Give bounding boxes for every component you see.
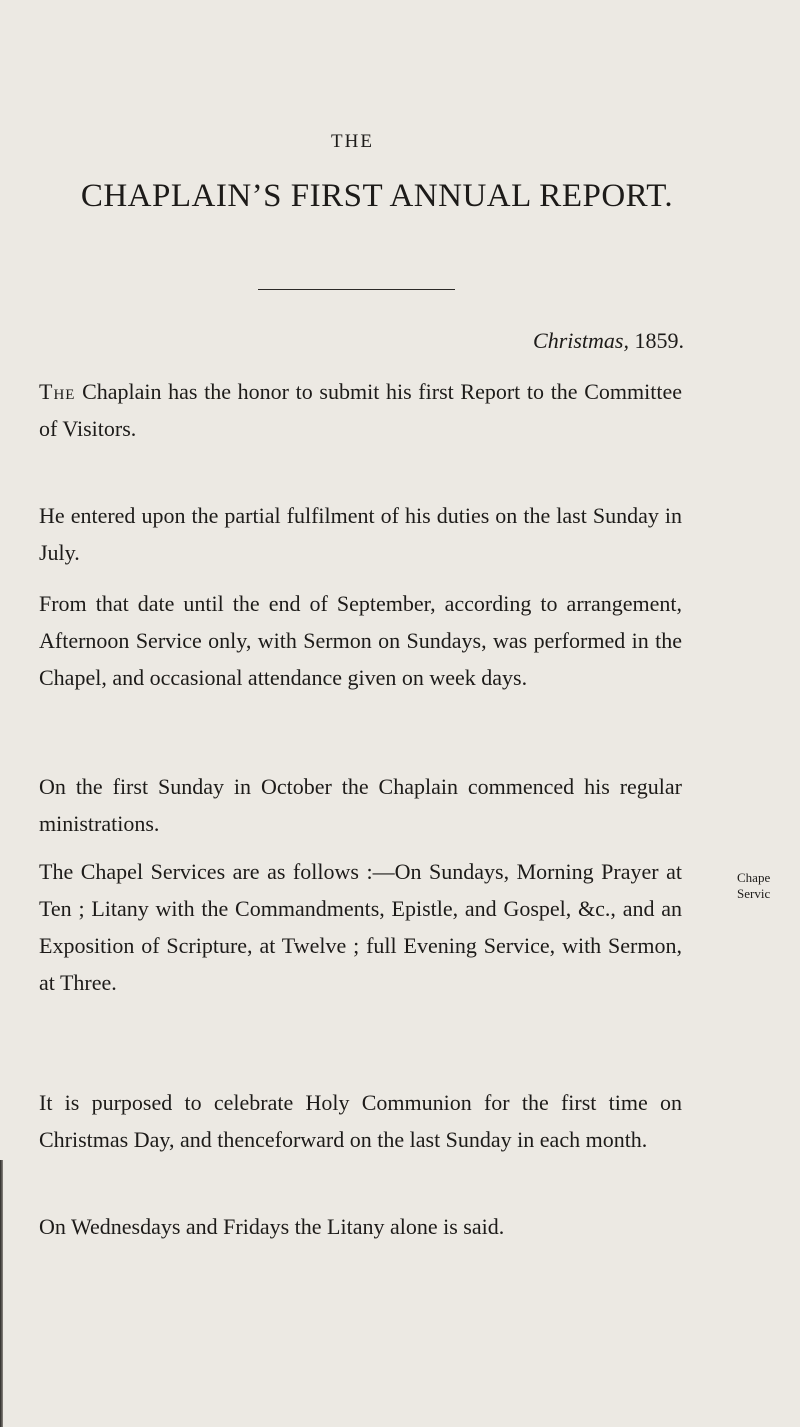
paragraph-1 (39, 373, 682, 447)
paragraph-6: It is purposed to celebrate Holy Communion for the first time on Christmas Day, and thenceforward on the last Sunday in each month. (39, 1090, 682, 1152)
dateline (533, 328, 684, 354)
margin-note (737, 870, 770, 902)
dateline-year: 1859. (634, 328, 684, 353)
paragraph-5: The Chapel Services are as follows :—On Sundays, Morning Prayer at Ten ; Litany with the Commandments, Epistle, and Gospel, &c., and an Exposition of Scripture, at Twelve ; full Evening Service, with Sermon, at Three. (39, 859, 682, 995)
paragraph-1-text: Chaplain has the honor to submit his first Report to the Committee of Visitors. (39, 379, 682, 441)
paragraph-7: On Wednesdays and Fridays the Litany alone is said. (39, 1214, 505, 1239)
paragraph-3: From that date until the end of September, according to arrangement, Afternoon Service only, with Sermon on Sundays, was performed in the Chapel, and occasional attendance given on week days. (39, 591, 682, 690)
title-divider (258, 289, 455, 290)
paragraph-2: He entered upon the partial fulfilment of his duties on the last Sunday in July. (39, 503, 682, 565)
report-title: CHAPLAIN’S FIRST ANNUAL REPORT. (80, 178, 674, 214)
dateline-day: Christmas, (533, 328, 629, 353)
paragraph-1-lead: The (39, 379, 76, 404)
paragraph-4: On the first Sunday in October the Chaplain commenced his regular ministrations. (39, 774, 682, 836)
page-edge-shadow (0, 1160, 3, 1427)
header-kicker: THE (331, 131, 374, 152)
margin-note-line-1: Chape (737, 870, 771, 885)
margin-note-line-2: Servic (737, 886, 771, 901)
